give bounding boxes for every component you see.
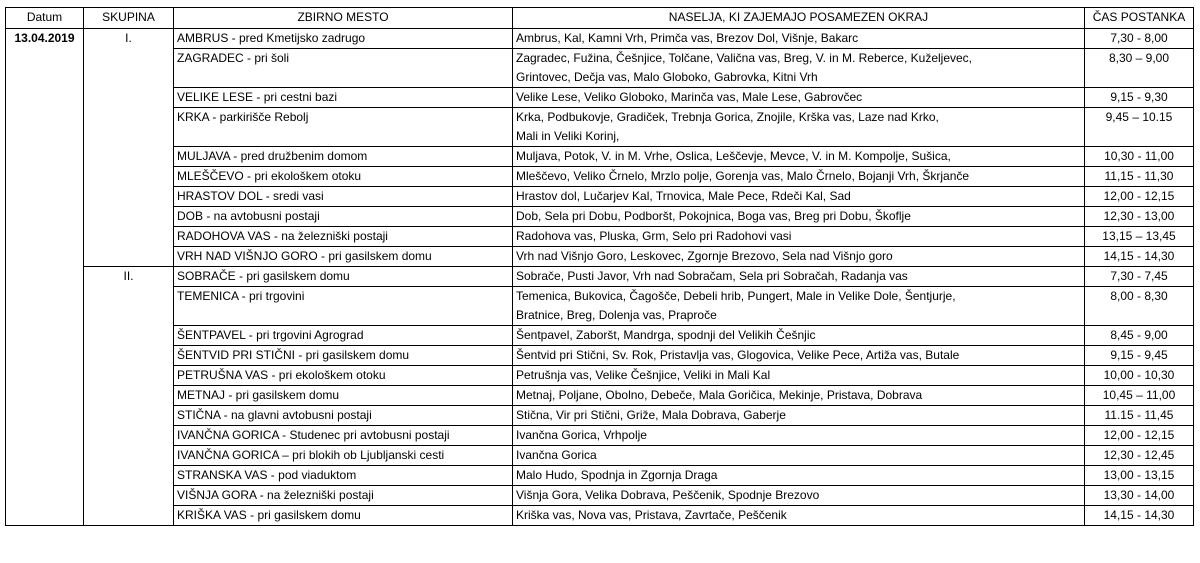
table-row xyxy=(6,247,1194,267)
date-cell xyxy=(6,486,84,506)
settlements-cell xyxy=(513,326,1085,346)
settlements-line: Mali in Veliki Korinj, xyxy=(516,129,620,143)
time-cell: 12,30 - 13,00 xyxy=(1085,207,1194,227)
location-cell: KRKA - parkirišče Rebolj xyxy=(174,108,513,147)
time-cell: 10,00 - 10,30 xyxy=(1085,366,1194,386)
table-row xyxy=(6,108,1194,147)
table-row xyxy=(6,386,1194,406)
time-cell: 10,30 - 11,00 xyxy=(1085,147,1194,167)
time-cell: 12,30 - 12,45 xyxy=(1085,446,1194,466)
settlements-line: Malo Hudo, Spodnja in Zgornja Draga xyxy=(516,468,718,482)
settlements-line: Radohova vas, Pluska, Grm, Selo pri Radohovi vasi xyxy=(516,229,792,243)
settlements-cell xyxy=(513,267,1085,287)
settlements-cell xyxy=(513,446,1085,466)
header-location: ZBIRNO MESTO xyxy=(174,8,513,29)
location-cell: MLEŠČEVO - pri ekološkem otoku xyxy=(174,167,513,187)
time-cell: 7,30 - 7,45 xyxy=(1085,267,1194,287)
table-row xyxy=(6,267,1194,287)
header-group: SKUPINA xyxy=(84,8,174,29)
header-date: Datum xyxy=(6,8,84,29)
settlements-cell xyxy=(513,227,1085,247)
settlements-line: Sobrače, Pusti Javor, Vrh nad Sobračam, Sela pri Sobračah, Radanja vas xyxy=(516,269,908,283)
table-row xyxy=(6,466,1194,486)
group-cell xyxy=(84,446,174,466)
table-row xyxy=(6,366,1194,386)
location-cell: TEMENICA - pri trgovini xyxy=(174,287,513,326)
time-cell: 14,15 - 14,30 xyxy=(1085,506,1194,526)
table-row xyxy=(6,29,1194,49)
settlements-cell xyxy=(513,207,1085,227)
table-row xyxy=(6,326,1194,346)
time-cell: 9,45 – 10.15 xyxy=(1085,108,1194,147)
time-cell: 13,00 - 13,15 xyxy=(1085,466,1194,486)
settlements-line: Višnja Gora, Velika Dobrava, Peščenik, Spodnje Brezovo xyxy=(516,488,820,502)
settlements-cell xyxy=(513,247,1085,267)
time-cell: 13,30 - 14,00 xyxy=(1085,486,1194,506)
time-cell: 12,00 - 12,15 xyxy=(1085,187,1194,207)
table-row xyxy=(6,147,1194,167)
date-cell xyxy=(6,88,84,108)
header-time: ČAS POSTANKA xyxy=(1085,8,1194,29)
settlements-line: Grintovec, Dečja vas, Malo Globoko, Gabrovka, Kitni Vrh xyxy=(516,70,818,84)
settlements-cell xyxy=(513,187,1085,207)
settlements-cell xyxy=(513,366,1085,386)
time-cell: 12,00 - 12,15 xyxy=(1085,426,1194,446)
group-cell xyxy=(84,366,174,386)
group-cell xyxy=(84,486,174,506)
group-cell xyxy=(84,346,174,366)
header-settlements: NASELJA, KI ZAJEMAJO POSAMEZEN OKRAJ xyxy=(513,8,1085,29)
date-cell xyxy=(6,426,84,446)
time-cell: 10,45 – 11,00 xyxy=(1085,386,1194,406)
group-cell xyxy=(84,326,174,346)
group-cell xyxy=(84,287,174,326)
table-row xyxy=(6,506,1194,526)
settlements-line: Ambrus, Kal, Kamni Vrh, Primča vas, Brezov Dol, Višnje, Bakarc xyxy=(516,31,859,45)
group-cell xyxy=(84,227,174,247)
time-cell: 13,15 – 13,45 xyxy=(1085,227,1194,247)
table-row xyxy=(6,187,1194,207)
settlements-line: Dob, Sela pri Dobu, Podboršt, Pokojnica, Boga vas, Breg pri Dobu, Škoflje xyxy=(516,209,911,223)
location-cell: SOBRAČE - pri gasilskem domu xyxy=(174,267,513,287)
settlements-line: Petrušnja vas, Velike Češnjice, Veliki in Mali Kal xyxy=(516,368,771,382)
date-cell xyxy=(6,187,84,207)
table-row xyxy=(6,446,1194,466)
group-cell xyxy=(84,49,174,88)
location-cell: KRIŠKA VAS - pri gasilskem domu xyxy=(174,506,513,526)
group-cell xyxy=(84,406,174,426)
time-cell: 8,00 - 8,30 xyxy=(1085,287,1194,326)
date-cell xyxy=(6,446,84,466)
date-cell xyxy=(6,506,84,526)
table-row xyxy=(6,426,1194,446)
table-row xyxy=(6,167,1194,187)
table-row xyxy=(6,486,1194,506)
settlements-line: Kriška vas, Nova vas, Pristava, Zavrtače, Peščenik xyxy=(516,508,787,522)
date-cell: 13.04.2019 xyxy=(6,29,84,49)
table-row xyxy=(6,207,1194,227)
settlements-line: Metnaj, Poljane, Obolno, Debeče, Mala Goričica, Mekinje, Pristava, Dobrava xyxy=(516,388,923,402)
group-cell: II. xyxy=(84,267,174,287)
date-cell xyxy=(6,227,84,247)
date-cell xyxy=(6,49,84,88)
location-cell: ZAGRADEC - pri šoli xyxy=(174,49,513,88)
date-cell xyxy=(6,406,84,426)
settlements-line: Krka, Podbukovje, Gradiček, Trebnja Gorica, Znojile, Krška vas, Laze nad Krko, xyxy=(516,110,939,124)
group-cell xyxy=(84,247,174,267)
settlements-cell xyxy=(513,346,1085,366)
schedule-body xyxy=(6,29,1194,526)
location-cell: VIŠNJA GORA - na železniški postaji xyxy=(174,486,513,506)
settlements-line: Muljava, Potok, V. in M. Vrhe, Oslica, Leščevje, Mevce, V. in M. Kompolje, Sušica, xyxy=(516,149,951,163)
date-cell xyxy=(6,366,84,386)
table-row xyxy=(6,287,1194,326)
settlements-cell xyxy=(513,287,1085,326)
time-cell: 11.15 - 11,45 xyxy=(1085,406,1194,426)
location-cell: VELIKE LESE - pri cestni bazi xyxy=(174,88,513,108)
table-row xyxy=(6,88,1194,108)
date-cell xyxy=(6,167,84,187)
table-row xyxy=(6,406,1194,426)
date-cell xyxy=(6,267,84,287)
group-cell: I. xyxy=(84,29,174,49)
settlements-line: Stična, Vir pri Stični, Griže, Mala Dobrava, Gaberje xyxy=(516,408,786,422)
location-cell: ŠENTVID PRI STIČNI - pri gasilskem domu xyxy=(174,346,513,366)
time-cell: 8,45 - 9,00 xyxy=(1085,326,1194,346)
settlements-line: Velike Lese, Veliko Globoko, Marinča vas, Male Lese, Gabrovčec xyxy=(516,90,863,104)
location-cell: RADOHOVA VAS - na železniški postaji xyxy=(174,227,513,247)
settlements-cell xyxy=(513,426,1085,446)
location-cell: VRH NAD VIŠNJO GORO - pri gasilskem domu xyxy=(174,247,513,267)
location-cell: HRASTOV DOL - sredi vasi xyxy=(174,187,513,207)
time-cell: 9,15 - 9,45 xyxy=(1085,346,1194,366)
time-cell: 8,30 – 9,00 xyxy=(1085,49,1194,88)
settlements-line: Zagradec, Fužina, Češnjice, Tolčane, Valična vas, Breg, V. in M. Reberce, Kuželjevec, xyxy=(516,51,973,65)
settlements-line: Mleščevo, Veliko Črnelo, Mrzlo polje, Gorenja vas, Malo Črnelo, Bojanji Vrh, Škrjanče xyxy=(516,169,970,183)
settlements-line: Hrastov dol, Lučarjev Kal, Trnovica, Male Pece, Rdeči Kal, Sad xyxy=(516,189,851,203)
table-row xyxy=(6,49,1194,88)
settlements-line: Šentvid pri Stični, Sv. Rok, Pristavlja vas, Glogovica, Velike Pece, Artiža vas, Butale xyxy=(516,348,960,362)
date-cell xyxy=(6,247,84,267)
schedule-document xyxy=(5,7,1194,526)
location-cell: AMBRUS - pred Kmetijsko zadrugo xyxy=(174,29,513,49)
date-cell xyxy=(6,207,84,227)
location-cell: METNAJ - pri gasilskem domu xyxy=(174,386,513,406)
time-cell: 7,30 - 8,00 xyxy=(1085,29,1194,49)
time-cell: 9,15 - 9,30 xyxy=(1085,88,1194,108)
date-cell xyxy=(6,326,84,346)
location-cell: IVANČNA GORICA - Studenec pri avtobusni postaji xyxy=(174,426,513,446)
location-cell: ŠENTPAVEL - pri trgovini Agrograd xyxy=(174,326,513,346)
date-cell xyxy=(6,287,84,326)
date-cell xyxy=(6,108,84,147)
header-row xyxy=(6,8,1194,29)
schedule-table xyxy=(5,7,1194,526)
group-cell xyxy=(84,167,174,187)
location-cell: IVANČNA GORICA – pri blokih ob Ljubljanski cesti xyxy=(174,446,513,466)
settlements-cell xyxy=(513,486,1085,506)
group-cell xyxy=(84,108,174,147)
group-cell xyxy=(84,207,174,227)
date-cell xyxy=(6,466,84,486)
table-row xyxy=(6,227,1194,247)
settlements-cell xyxy=(513,506,1085,526)
group-cell xyxy=(84,187,174,207)
group-cell xyxy=(84,466,174,486)
location-cell: DOB - na avtobusni postaji xyxy=(174,207,513,227)
group-cell xyxy=(84,426,174,446)
settlements-cell xyxy=(513,29,1085,49)
settlements-line: Ivančna Gorica xyxy=(516,448,597,462)
date-cell xyxy=(6,346,84,366)
location-cell: STIČNA - na glavni avtobusni postaji xyxy=(174,406,513,426)
settlements-line: Ivančna Gorica, Vrhpolje xyxy=(516,428,647,442)
settlements-line: Bratnice, Breg, Dolenja vas, Praproče xyxy=(516,308,717,322)
settlements-cell xyxy=(513,147,1085,167)
time-cell: 11,15 - 11,30 xyxy=(1085,167,1194,187)
location-cell: MULJAVA - pred družbenim domom xyxy=(174,147,513,167)
group-cell xyxy=(84,506,174,526)
settlements-cell xyxy=(513,167,1085,187)
group-cell xyxy=(84,386,174,406)
date-cell xyxy=(6,147,84,167)
date-cell xyxy=(6,386,84,406)
location-cell: PETRUŠNA VAS - pri ekološkem otoku xyxy=(174,366,513,386)
location-cell: STRANSKA VAS - pod viaduktom xyxy=(174,466,513,486)
time-cell: 14,15 - 14,30 xyxy=(1085,247,1194,267)
group-cell xyxy=(84,88,174,108)
group-cell xyxy=(84,147,174,167)
table-row xyxy=(6,346,1194,366)
settlements-cell xyxy=(513,49,1085,88)
settlements-cell xyxy=(513,466,1085,486)
settlements-cell xyxy=(513,406,1085,426)
settlements-line: Temenica, Bukovica, Čagošče, Debeli hrib, Pungert, Male in Velike Dole, Šentjurje, xyxy=(516,289,956,303)
settlements-line: Šentpavel, Zaboršt, Mandrga, spodnji del Velikih Češnjic xyxy=(516,328,816,342)
settlements-cell xyxy=(513,386,1085,406)
settlements-cell xyxy=(513,88,1085,108)
settlements-cell xyxy=(513,108,1085,147)
settlements-line: Vrh nad Višnjo Goro, Leskovec, Zgornje Brezovo, Sela nad Višnjo goro xyxy=(516,249,893,263)
